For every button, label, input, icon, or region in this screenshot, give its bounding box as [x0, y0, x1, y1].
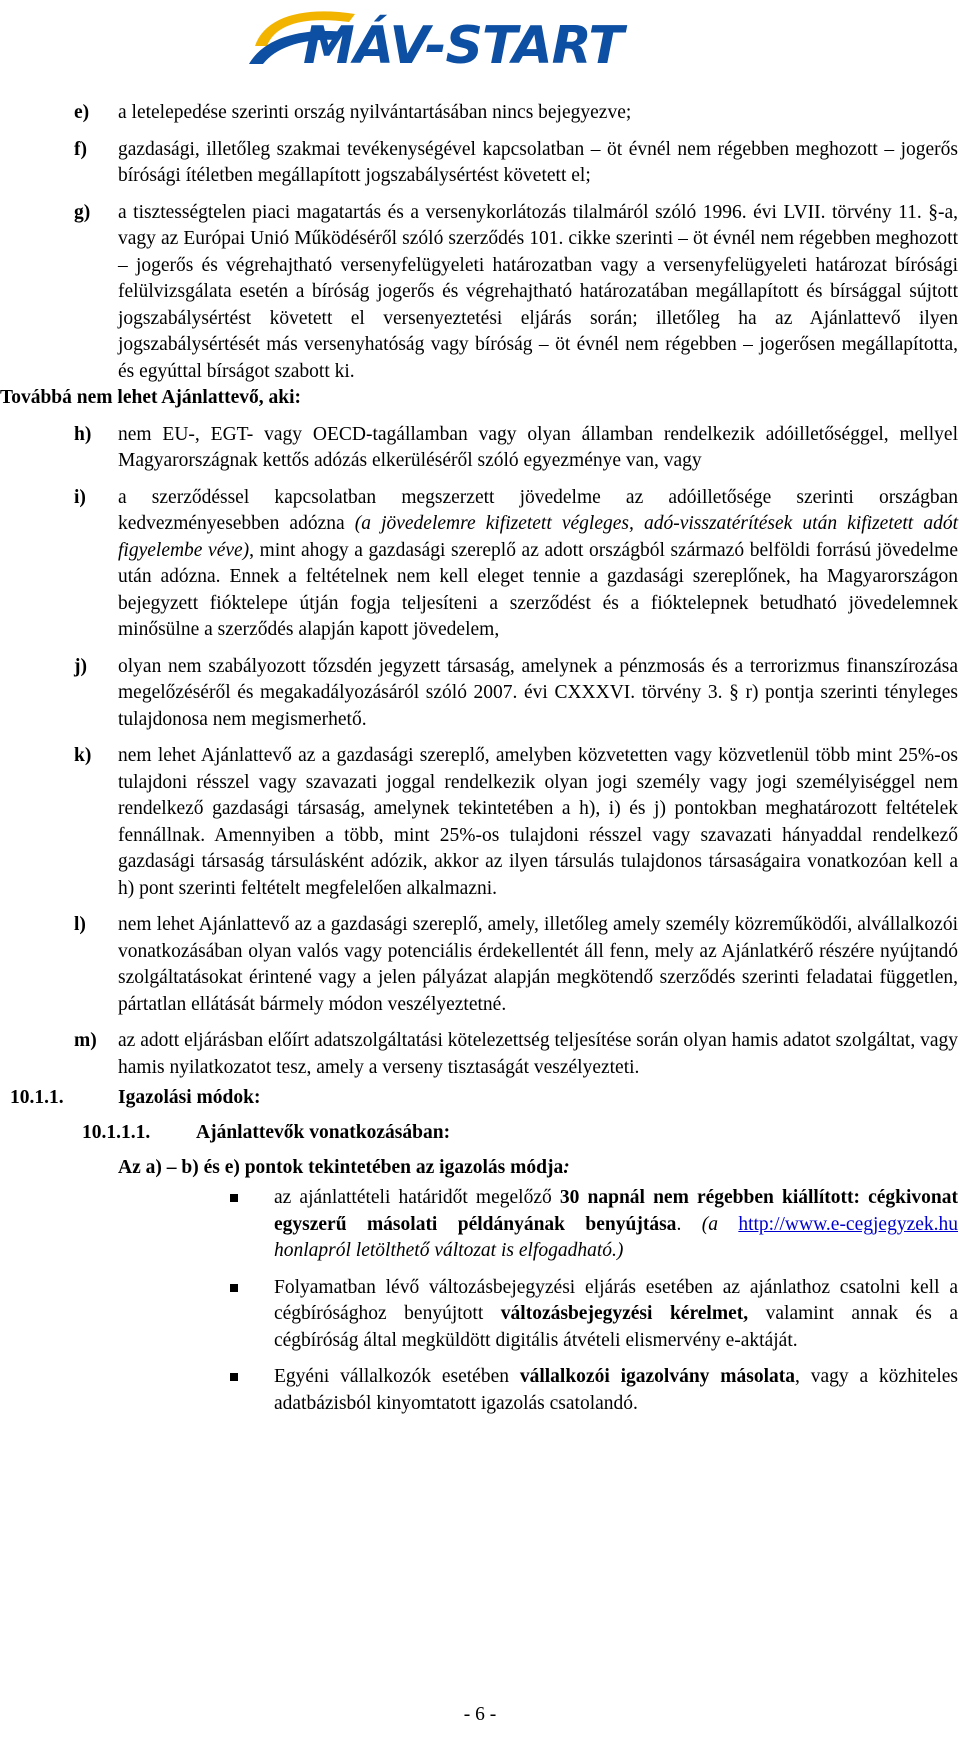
- item-label: k): [74, 745, 92, 766]
- item-label: i): [74, 486, 86, 508]
- item-label: g): [74, 201, 91, 223]
- item-label: e): [74, 102, 90, 123]
- item-text: az adott eljárásban előírt adatszolgáltatási kötelezettség teljesítése során olyan hamis adatot szolgáltat, vagy hamis nyilatkozatot tesz, amely a verseny tisztaságát veszélyezteti.: [118, 1030, 958, 1078]
- page-number: - 6 -: [463, 1704, 497, 1725]
- item-text: gazdasági, illetőleg szakmai tevékenységével kapcsolatban – öt évnél nem régebben meghozott – jogerős bírósági ítéletben megállapított jogszabálysértést követett el;: [118, 138, 958, 186]
- list-item: Egyéni vállalkozók esetében vállalkozói igazolvány másolata, vagy a közhiteles adatbázisból kinyomtatott igazolás csatolandó.: [0, 1364, 958, 1417]
- square-bullet-icon: [230, 1373, 238, 1381]
- section-heading: [0, 1085, 960, 1120]
- subsection-heading: [0, 1120, 960, 1155]
- list-item: [0, 137, 958, 190]
- item-label: f): [74, 138, 87, 160]
- list-item: [0, 200, 958, 386]
- item-text: nem EU-, EGT- vagy OECD-tagállamban vagy olyan államban rendelkezik adóilletőséggel, mellyel Magyarországnak kettős adózás elkerüléséről szóló egyezménye van, vagy: [118, 423, 958, 471]
- item-text: nem lehet Ajánlattevő az a gazdasági szereplő, amely, illetőleg amely személy közreműködői, alvállalkozói vonatkozásában olyan valós vagy potenciális érdekellentét áll fenn, mely az Ajánlatkérő részére nyújtandó szolgáltatásokat érintené vagy a jelen pályázat alapján megkötendő szerződés szerinti feladatai független, pártatlan ellátását bármely módon veszélyeztetné.: [118, 914, 958, 1015]
- square-bullet-icon: [230, 1194, 238, 1202]
- item-text: a szerződéssel kapcsolatban megszerzett jövedelme az adóilletősége szerinti országban kedvezményesebben adózna (a jövedelemre kifizetett végleges, adó-visszatérítések után kifizetett adót figyelembe véve), mint ahogy a gazdasági szereplő az adott országból származó belföldi forrású jövedelme után adózna. Ennek a feltételnek nem kell eleget tennie a gazdasági szereplőnek, ha Magyarországon bejegyzett fióktelepe útján fogja teljesíteni a szerződést és a fióktelepnek betudható jövedelemnek minősülne a szerződés alapján kapott jövedelem,: [118, 486, 958, 640]
- section-lead: Továbbá nem lehet Ajánlattevő, aki:: [0, 387, 302, 408]
- item-label: l): [74, 914, 86, 935]
- document-body: [0, 100, 960, 1427]
- square-bullet-icon: [230, 1284, 238, 1292]
- proof-method-heading: Az a) – b) és e) pontok tekintetében az igazolás módja:: [118, 1157, 570, 1178]
- list-item: [0, 485, 958, 644]
- item-text: olyan nem szabályozott tőzsdén jegyzett társaság, amelynek a pénzmosás és a terrorizmus finanszírozása megelőzéséről és megakadályozásáról szóló 2007. évi CXXXVI. törvény 3. § r) pontja szerinti tényleges tulajdonosa nem megismerhető.: [118, 655, 958, 730]
- item-text: nem lehet Ajánlattevő az a gazdasági szereplő, amelyben közvetetten vagy közvetlenül több mint 25%-os tulajdoni résszel vagy szavazati joggal rendelkezik olyan jogi személy vagy jogi személyiséggel nem rendelkező gazdasági társaság, amelynek tekintetében a h), i) és j) pontokban meghatározott feltételek fennállnak. Amennyiben a több, mint 25%-os tulajdoni résszel vagy szavazati hányaddal rendelkező gazdasági társaság társulásként adózik, akkor az ilyen társulás tulajdonos társaságaira vonatkozóan kell a h) pont szerinti feltételt megfelelően alkalmazni.: [118, 745, 958, 899]
- section-number: 10.1.1.: [10, 1087, 64, 1108]
- cegjegyzek-link[interactable]: http://www.e-cegjegyzek.hu: [738, 1213, 959, 1235]
- list-item: [0, 100, 958, 127]
- item-label: h): [74, 423, 92, 445]
- mav-start-logo: [245, 6, 675, 76]
- item-label: j): [74, 655, 87, 677]
- logo-text: MÁV-START: [303, 16, 623, 76]
- item-text: a tisztességtelen piaci magatartás és a versenykorlátozás tilalmáról szóló 1996. évi LVII. törvény 11. §-a, vagy az Európai Unió Működéséről szóló szerződés 101. cikke szerinti – öt évnél nem régebben meghozott – jogerős és végrehajtható versenyfelügyeleti határozatban vagy a versenyfelügyeleti határozat bírósági felülvizsgálata esetén a bíróság jogerős és végrehajtható határozatában megállapított és bírsággal sújtott jogszabálysértést követett el versenyeztetési eljárás során; illetőleg ha az Ajánlattevő ilyen jogszabálysértését más versenyhatóság vagy bíróság – öt évnél nem régebben – jogerősen megállapította, és egyúttal bírságot szabott ki.: [118, 201, 958, 382]
- list-item: [0, 654, 958, 734]
- item-label: m): [74, 1030, 97, 1051]
- list-item: [0, 422, 958, 475]
- subsection-number: 10.1.1.1.: [82, 1122, 151, 1143]
- section-title: Igazolási módok:: [118, 1087, 261, 1108]
- list-item: [0, 912, 958, 1018]
- item-text: a letelepedése szerinti ország nyilvántartásában nincs bejegyezve;: [118, 102, 632, 123]
- list-item: [0, 1028, 958, 1081]
- subsection-title: Ajánlattevők vonatkozásában:: [196, 1122, 451, 1143]
- list-item: az ajánlattételi határidőt megelőző 30 napnál nem régebben kiállított: cégkivonat egyszerű másolati példányának benyújtása. (a http://www.e-cegjegyzek.hu honlapról letölthető változat is elfogadható.): [0, 1185, 958, 1265]
- list-item: [0, 743, 958, 902]
- list-item: Folyamatban lévő változásbejegyzési eljárás esetében az ajánlathoz csatolni kell a cégbírósághoz benyújtott változásbejegyzési kérelmet, valamint annak és a cégbíróság által megküldött digitális átvételi elismervény e-aktáját.: [0, 1275, 958, 1355]
